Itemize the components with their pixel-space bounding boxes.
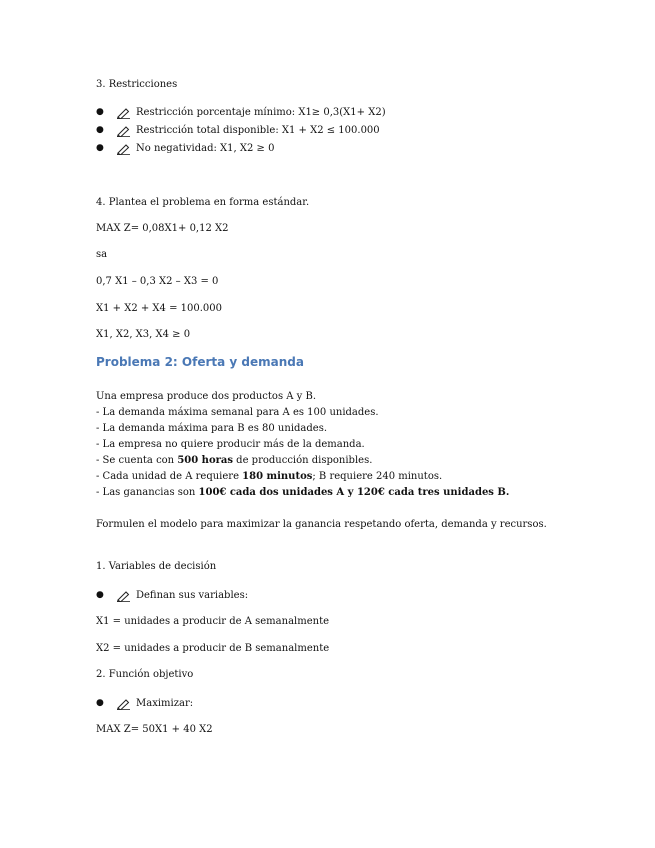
section-4-title: 4. Plantea el problema en forma estándar. — [96, 197, 310, 208]
section-3-title: 3. Restricciones — [96, 79, 178, 90]
list-item-text: Restricción porcentaje mínimo: X1≥ 0,3(X1+ X2) — [136, 107, 386, 118]
bullet-icon: ● — [96, 590, 104, 600]
list-item-text: Definan sus variables: — [136, 590, 249, 601]
list-item-text: Maximizar: — [136, 698, 194, 709]
constraint-line: X1, X2, X3, X4 ≥ 0 — [96, 329, 191, 340]
problem-line: - Cada unidad de A requiere 180 minutos; B requiere 240 minutos. — [96, 471, 443, 482]
objective-function: MAX Z= 0,08X1+ 0,12 X2 — [96, 223, 229, 234]
problem-line: - La demanda máxima para B es 80 unidades. — [96, 423, 328, 434]
problem-line: - Se cuenta con 500 horas de producción disponibles. — [96, 455, 373, 466]
constraint-line: X1 + X2 + X4 = 100.000 — [96, 303, 223, 314]
section-1-title: 1. Variables de decisión — [96, 561, 217, 572]
problem-line: - Las ganancias son 100€ cada dos unidades A y 120€ cada tres unidades B. — [96, 487, 510, 498]
pencil-icon — [116, 125, 131, 137]
list-item-text: No negatividad: X1, X2 ≥ 0 — [136, 143, 275, 154]
problem-task: Formulen el modelo para maximizar la ganancia respetando oferta, demanda y recursos. — [96, 519, 547, 530]
variable-definition: X2 = unidades a producir de B semanalmente — [96, 643, 330, 654]
variable-definition: X1 = unidades a producir de A semanalmente — [96, 616, 330, 627]
section-2-title: 2. Función objetivo — [96, 669, 194, 680]
problem-2-heading: Problema 2: Oferta y demanda — [96, 355, 304, 369]
bullet-icon: ● — [96, 107, 104, 117]
constraint-line: 0,7 X1 – 0,3 X2 – X3 = 0 — [96, 276, 219, 287]
bullet-icon: ● — [96, 698, 104, 708]
problem-intro: Una empresa produce dos productos A y B. — [96, 391, 317, 402]
pencil-icon — [116, 143, 131, 155]
pencil-icon — [116, 590, 131, 602]
list-item-text: Restricción total disponible: X1 + X2 ≤ 100.000 — [136, 125, 380, 136]
problem-line: - La demanda máxima semanal para A es 100 unidades. — [96, 407, 379, 418]
objective-function: MAX Z= 50X1 + 40 X2 — [96, 724, 213, 735]
pencil-icon — [116, 107, 131, 119]
pencil-icon — [116, 698, 131, 710]
subject-to-label: sa — [96, 249, 108, 260]
bullet-icon: ● — [96, 125, 104, 135]
problem-line: - La empresa no quiere producir más de la demanda. — [96, 439, 365, 450]
bullet-icon: ● — [96, 143, 104, 153]
